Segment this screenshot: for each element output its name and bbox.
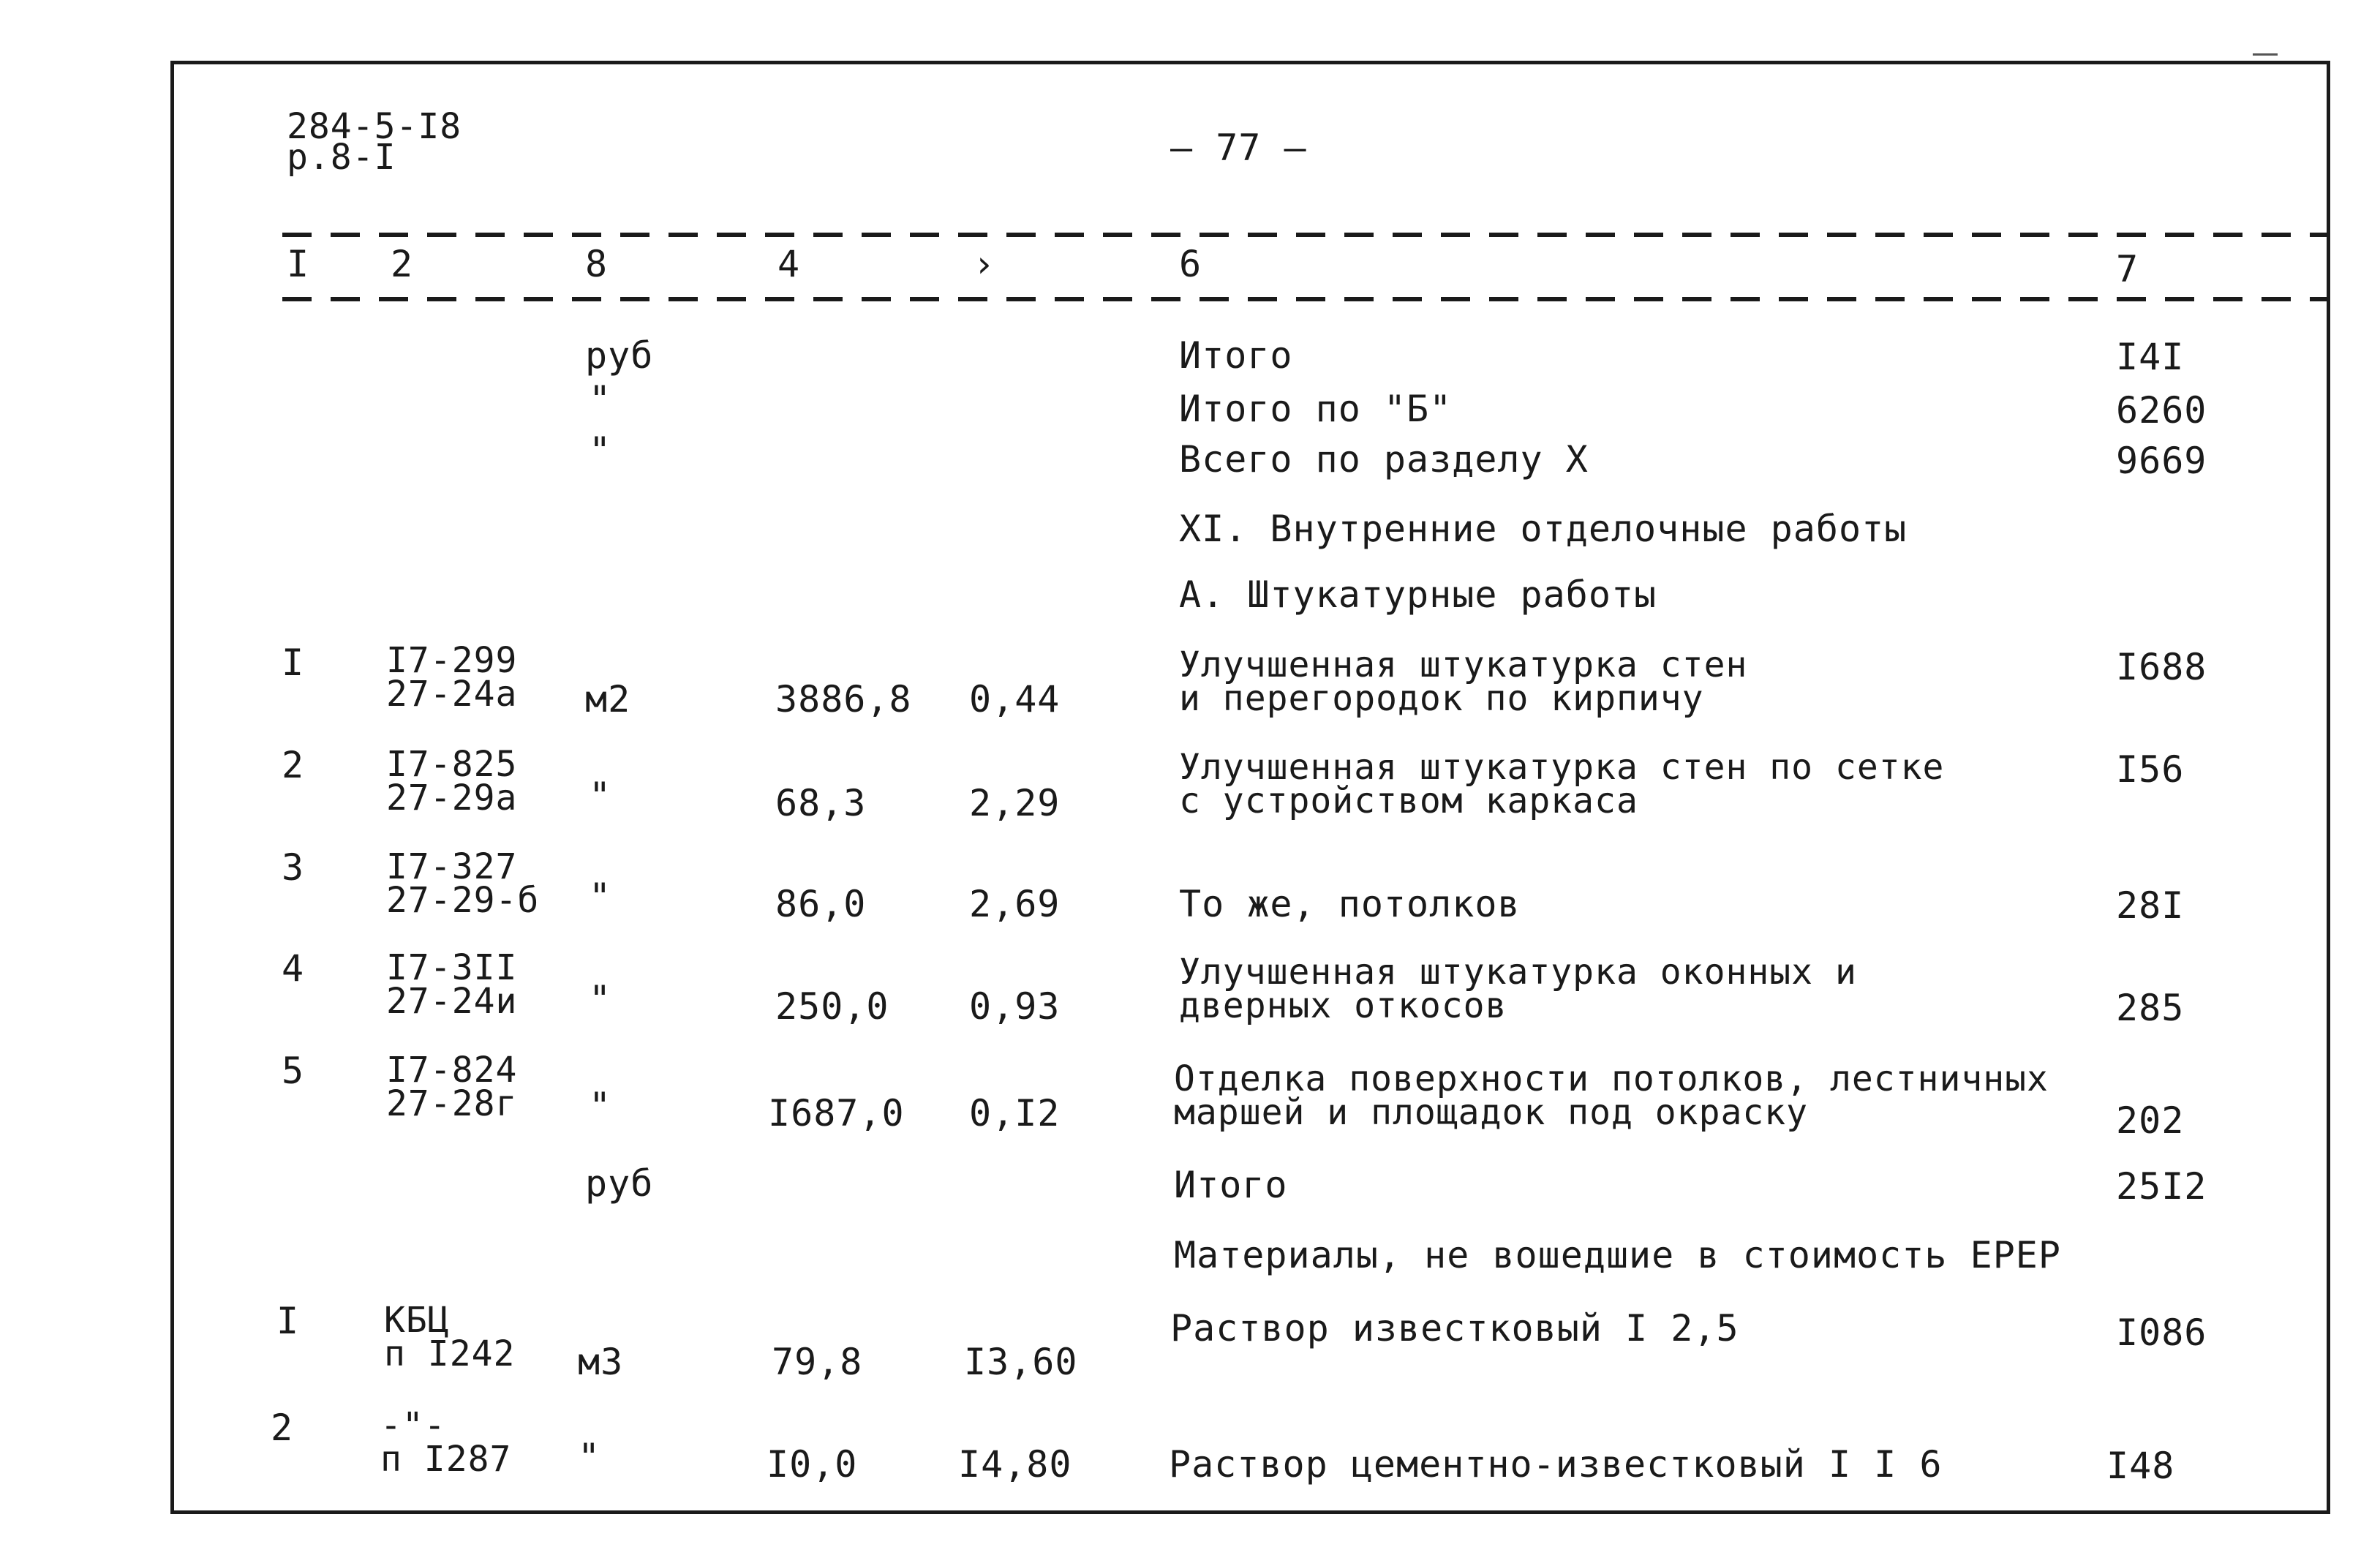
unit-cell: руб [585,1162,654,1205]
section-heading: XI. Внутренние отделочные работы [1179,508,1908,550]
unit-price-cell: 0,44 [969,678,1061,720]
price-code: 27-24а [386,674,518,715]
quantity-cell: I687,0 [768,1092,905,1134]
unit-price-cell: 0,93 [969,985,1061,1028]
col-header-4: 4 [777,243,801,285]
total-cell: 285 [2116,987,2185,1029]
row-number: 2 [271,1407,294,1449]
col-header-3: 8 [585,243,609,285]
unit-price-cell: 0,I2 [969,1092,1061,1134]
total-cell: I4I [2116,336,2185,378]
item-name: Итого [1179,334,1293,377]
total-cell: I688 [2116,646,2207,688]
row-number: I [276,1300,300,1342]
col-header-5: › [973,243,996,285]
total-cell: 202 [2116,1099,2185,1142]
unit-cell: " [589,1085,612,1127]
rate-code: I7-824 [386,1050,518,1091]
subsection-heading: Материалы, не вошедшие в стоимость ЕРЕР [1174,1234,2061,1276]
bottom-dashed-rule [282,297,2330,301]
total-cell: I56 [2116,748,2185,791]
price-code: 27-29а [386,778,518,818]
page-number: — 77 — [1170,127,1307,169]
unit-price-cell: I4,80 [958,1443,1072,1486]
item-name: Раствор цементно-известковый I I 6 [1169,1443,1943,1486]
quantity-cell: 79,8 [772,1341,863,1383]
unit-price-cell: 2,29 [969,782,1061,824]
rate-code: КБЦ [384,1300,450,1341]
rate-code: -"- [380,1405,446,1446]
item-name: Итого [1174,1164,1288,1206]
total-cell: I48 [2106,1445,2175,1487]
item-name-cont: маршей и площадок под окраску [1174,1092,1809,1133]
item-name: Раствор известковый I 2,5 [1170,1307,1739,1350]
subsection-heading: А. Штукатурные работы [1179,573,1657,616]
row-number: 2 [282,744,305,786]
row-number: 4 [282,947,305,990]
total-cell: 28I [2116,884,2185,927]
item-name: Улучшенная штукатурка стен [1179,644,1748,685]
corner-mark [2253,53,2278,56]
row-number: 3 [282,846,305,889]
item-name: Улучшенная штукатурка оконных и [1179,952,1857,993]
item-name: Отделка поверхности потолков, лестничных [1174,1058,2049,1099]
unit-cell: " [589,876,612,918]
unit-cell: " [589,429,612,472]
quantity-cell: 250,0 [775,985,889,1028]
row-number: 5 [282,1050,305,1092]
item-name-cont: и перегородок по кирпичу [1179,678,1704,719]
unit-price-cell: I3,60 [964,1341,1078,1383]
unit-cell: м2 [585,678,631,720]
unit-price-cell: 2,69 [969,883,1061,925]
rate-code: I7-3II [386,947,518,988]
document-code: 284-5-I8 [287,106,462,147]
unit-cell: руб [585,334,654,377]
quantity-cell: 3886,8 [775,678,912,720]
price-code: п I242 [384,1333,516,1374]
item-name: То же, потолков [1179,883,1521,925]
unit-cell: м3 [578,1341,624,1383]
total-cell: 6260 [2116,389,2207,432]
col-header-6: 6 [1179,243,1202,285]
col-header-7: 7 [2116,248,2139,290]
total-cell: 25I2 [2116,1165,2207,1208]
total-cell: I086 [2116,1311,2207,1354]
col-header-1: I [287,243,310,285]
item-name: Улучшенная штукатурка стен по сетке [1179,747,1945,788]
unit-cell: " [589,378,612,421]
unit-cell: " [589,978,612,1020]
row-number: I [282,641,305,684]
rate-code: I7-299 [386,640,518,681]
item-name: Всего по разделу X [1179,438,1589,481]
rate-code: I7-327 [386,846,518,887]
price-code: п I287 [380,1439,512,1480]
item-name-cont: с устройством каркаса [1179,780,1638,821]
price-code: 27-24и [386,981,518,1022]
top-dashed-rule [282,233,2330,237]
unit-cell: " [578,1436,601,1478]
price-code: 27-28г [386,1083,518,1124]
price-code: 27-29-б [386,880,540,921]
section-code: р.8-I [287,137,396,178]
rate-code: I7-825 [386,744,518,785]
col-header-2: 2 [391,243,414,285]
item-name: Итого по "Б" [1179,388,1453,430]
quantity-cell: I0,0 [767,1443,858,1486]
item-name-cont: дверных откосов [1179,985,1507,1026]
quantity-cell: 68,3 [775,782,867,824]
quantity-cell: 86,0 [775,883,867,925]
unit-cell: " [589,775,612,817]
total-cell: 9669 [2116,440,2207,482]
